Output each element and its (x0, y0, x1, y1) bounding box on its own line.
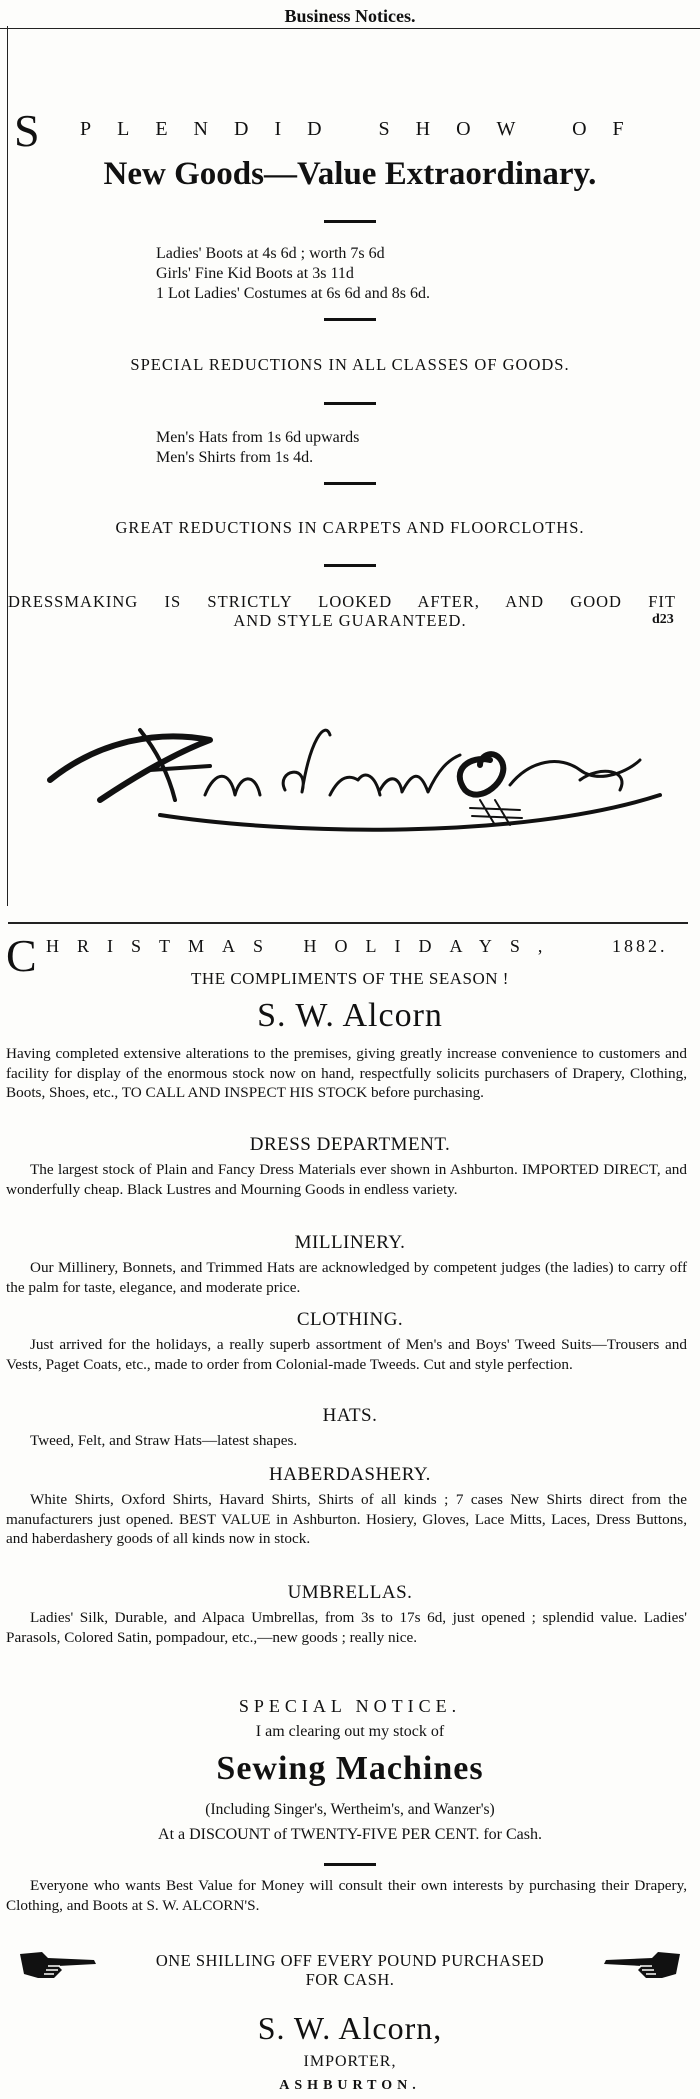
footer-role: IMPORTER, (303, 2053, 397, 2070)
ad1-divider-2 (324, 318, 376, 321)
umbrellas-text: Ladies' Silk, Durable, and Alpaca Umbrellas, from 3s to 17s 6d, just opened ; splendid value. Ladies' Parasols, Colored Satin, pompadour, etc.,—new goods ; really nice. (6, 1609, 687, 1646)
shilling-off-line1: ONE SHILLING OFF EVERY POUND PURCHASED (155, 1951, 545, 1970)
ad2-spaced-title: HRISTMAS HOLIDAYS, (46, 936, 561, 956)
ad-separator (8, 922, 688, 924)
section-header: Business Notices. (284, 6, 416, 26)
dress-department-text: The largest stock of Plain and Fancy Dress Materials ever shown in Ashburton. IMPORTED DIRECT, and wonderfully cheap. Black Lustres and Mourning Goods in endless variety. (6, 1161, 687, 1198)
millinery-text: Our Millinery, Bonnets, and Trimmed Hats are acknowledged by competent judges (the ladies) to carry off the palm for taste, elegance, and moderate price. (6, 1259, 687, 1296)
sewing-machines-title: Sewing Machines (216, 1750, 484, 1787)
ad1-list-2 (156, 428, 359, 468)
list-item: 1 Lot Ladies' Costumes at 6s 6d and 8s 6d. (156, 285, 430, 302)
ad1-special-reductions: SPECIAL REDUCTIONS IN ALL CLASSES OF GOODS. (130, 355, 570, 374)
list-item: Men's Shirts from 1s 4d. (156, 449, 314, 466)
ad1-divider-5 (324, 564, 376, 567)
including-text: (Including Singer's, Wertheim's, and Wanzer's) (205, 1801, 495, 1818)
clothing-title: CLOTHING. (296, 1309, 404, 1330)
ad1-list-1 (156, 244, 430, 304)
ad1-divider-3 (324, 402, 376, 405)
ad2-year: 1882. (612, 936, 668, 956)
hats-title: HATS. (322, 1405, 378, 1426)
ad1-divider-1 (324, 220, 376, 223)
dress-department-title: DRESS DEPARTMENT. (249, 1134, 451, 1155)
list-item: Girls' Fine Kid Boots at 3s 11d (156, 265, 354, 282)
clearing-text: I am clearing out my stock of (255, 1723, 445, 1740)
discount-text: At a DISCOUNT of TWENTY-FIVE PER CENT. for Cash. (158, 1826, 542, 1843)
ad1-divider-4 (324, 482, 376, 485)
millinery-title: MILLINERY. (294, 1232, 406, 1253)
umbrellas-title: UMBRELLAS. (287, 1582, 413, 1603)
ad2-name: S. W. Alcorn (257, 997, 443, 1034)
ad2-initial: C (6, 930, 37, 981)
ad1-dressmaking-line2: AND STYLE GUARANTEED. (233, 611, 467, 630)
ad1-spaced-title: PLENDID SHOW OF (80, 118, 650, 140)
list-item: Men's Hats from 1s 6d upwards (156, 429, 360, 446)
list-item: Ladies' Boots at 4s 6d ; worth 7s 6d (156, 245, 385, 262)
ad1-initial: S (14, 105, 40, 156)
shilling-off-line2: FOR CASH. (305, 1970, 395, 1989)
special-notice-title: SPECIAL NOTICE. (238, 1696, 462, 1716)
ad1-headline: New Goods—Value Extraordinary. (103, 156, 597, 192)
clothing-text: Just arrived for the holidays, a really superb assortment of Men's and Boys' Tweed Suits—Trousers and Vests, Paget Coats, etc., made to order from Colonial-made Tweeds. Cut and style perfection. (6, 1336, 687, 1373)
hats-text: Tweed, Felt, and Straw Hats—latest shapes. (30, 1432, 298, 1449)
best-value-text: Everyone who wants Best Value for Money will consult their own interests by purchasing their Drapery, Clothing, and Boots at S. W. ALCORN'S. (6, 1877, 687, 1914)
header-rule (0, 28, 700, 29)
ad2-intro: Having completed extensive alterations to the premises, giving greatly increase convenience to customers and facility for display of the enormous stock now on hand, respectfully solicits purchasers of Drapery, Clothing, Boots, Shoes, etc., TO CALL AND INSPECT HIS STOCK before purchasing. (6, 1045, 687, 1101)
haberdashery-text: White Shirts, Oxford Shirts, Havard Shirts, Shirts of all kinds ; 7 cases New Shirts direct from the manufacturers just opened. BEST VALUE in Ashburton. Hosiery, Gloves, Lace Mitts, Laces, Dress Buttons, and haberdashery goods of all kinds now in stock. (6, 1491, 687, 1547)
haberdashery-title: HABERDASHERY. (269, 1464, 431, 1485)
ad1-carpets: GREAT REDUCTIONS IN CARPETS AND FLOORCLOTHS. (115, 518, 585, 537)
ad1-code: d23 (652, 612, 674, 627)
footer-name: S. W. Alcorn, (257, 2010, 443, 2046)
signature-image (40, 700, 670, 840)
ad2-compliments: THE COMPLIMENTS OF THE SEASON ! (191, 969, 509, 988)
footer-place: ASHBURTON. (279, 2078, 421, 2093)
ad1-dressmaking-line1: DRESSMAKING IS STRICTLY LOOKED AFTER, AND GOOD FIT (8, 592, 676, 611)
ad2-divider (324, 1863, 376, 1866)
